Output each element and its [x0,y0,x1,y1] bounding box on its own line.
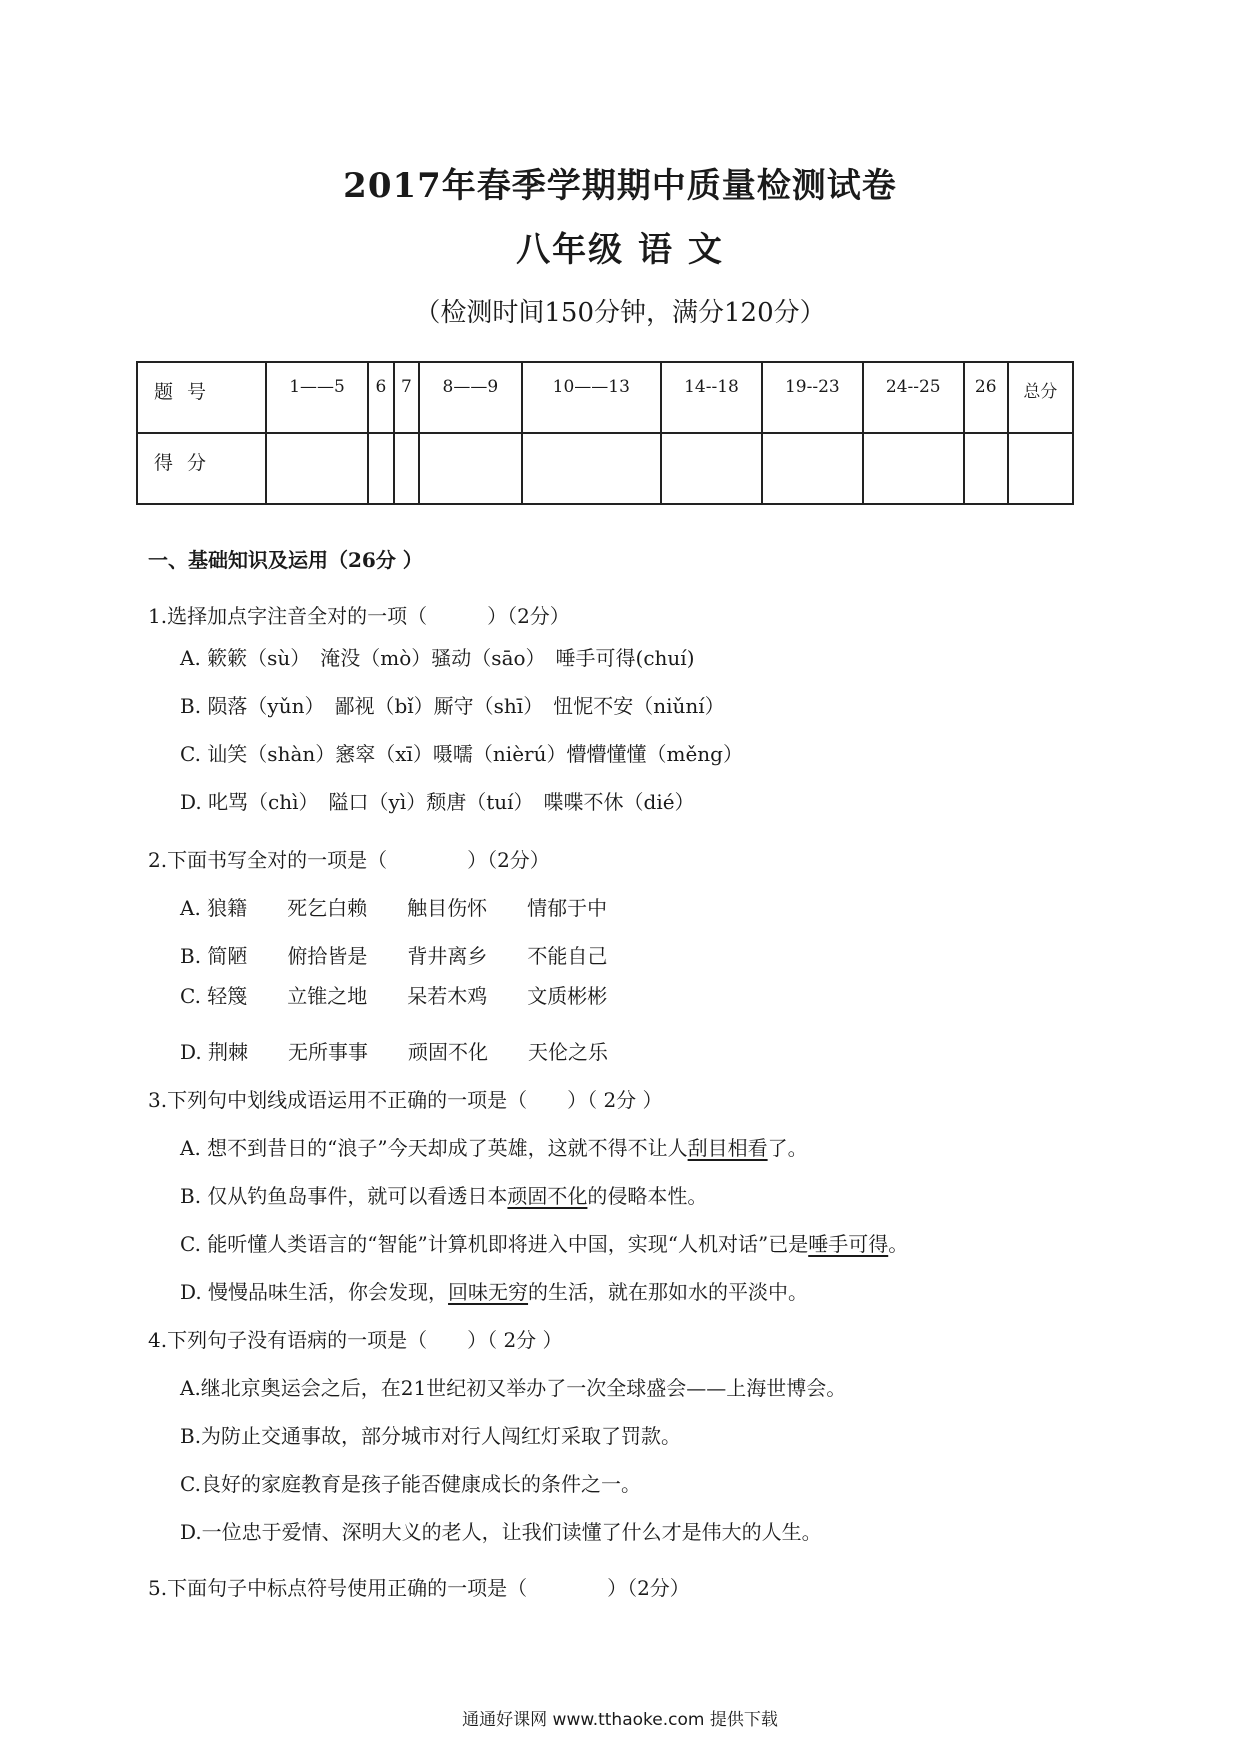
question-4-stem: 4.下列句子没有语病的一项是（ ）（ 2分 ） [148,1328,563,1352]
question-3-option-a [180,1132,808,1161]
score-cell[interactable] [522,433,662,504]
question-3-stem: 3.下列句中划线成语运用不正确的一项是（ ）（ 2分 ） [148,1088,663,1112]
col-header: 10——13 [522,362,662,433]
col-header: 19--23 [762,362,863,433]
option-text: 的侵略本性。 [587,1184,708,1208]
score-cell[interactable] [419,433,521,504]
col-header: 6 [368,362,393,433]
question-4-option-d: D.一位忠于爱情、深明大义的老人，让我们读懂了什么才是伟大的人生。 [180,1520,822,1544]
col-header: 24--25 [863,362,964,433]
underlined-idiom: 回味无穷 [448,1280,529,1304]
exam-info: （检测时间150分钟，满分120分） [414,298,826,328]
score-table [136,361,1074,505]
exam-title: 2017年春季学期期中质量检测试卷 [343,166,897,206]
score-cell[interactable] [661,433,762,504]
option-text: 。 [888,1232,909,1256]
score-cell[interactable] [368,433,393,504]
option-text: C. 能听懂人类语言的“智能”计算机即将进入中国，实现“人机对话”已是 [180,1232,809,1256]
question-1-option-c: C. 讪笑（shàn）窸窣（xī）嗫嚅（nièrú）懵懵懂懂（měng） [180,742,743,766]
question-4-option-a: A.继北京奥运会之后，在21世纪初又举办了一次全球盛会——上海世博会。 [180,1376,847,1400]
question-1-option-d: D. 叱骂（chì） 隘口（yì）颓唐（tuí） 喋喋不休（dié） [180,790,695,814]
score-table-score-row [137,433,1073,504]
question-1-stem: 1.选择加点字注音全对的一项（ ）（2分） [148,604,570,628]
col-header: 26 [964,362,1008,433]
question-1-option-a: A. 簌簌（sù） 淹没（mò）骚动（sāo） 唾手可得(chuí) [180,646,695,670]
underlined-idiom: 刮目相看 [687,1136,768,1160]
score-cell[interactable] [863,433,964,504]
option-text: A. 想不到昔日的“浪子”今天却成了英雄，这就不得不让人 [180,1136,688,1160]
option-text: 了。 [767,1136,808,1160]
col-header: 14--18 [661,362,762,433]
question-2-option-c: C. 轻篾 立锥之地 呆若木鸡 文质彬彬 [180,984,608,1008]
score-cell[interactable] [964,433,1008,504]
question-3-option-c [180,1228,908,1257]
col-header: 7 [394,362,419,433]
footer-download-note: 通通好课网 www.tthaoke.com 提供下载 [462,1710,778,1730]
question-4-option-c: C.良好的家庭教育是孩子能否健康成长的条件之一。 [180,1472,641,1496]
option-text: B. 仅从钓鱼岛事件，就可以看透日本 [180,1184,508,1208]
question-3-option-b [180,1180,707,1209]
underlined-idiom: 顽固不化 [507,1184,588,1208]
score-table-header-row [137,362,1073,433]
score-cell[interactable] [394,433,419,504]
col-header: 1——5 [266,362,368,433]
question-2-stem: 2.下面书写全对的一项是（ ）（2分） [148,848,550,872]
question-2-option-b: B. 简陋 俯拾皆是 背井离乡 不能自己 [180,944,608,968]
score-cell[interactable] [762,433,863,504]
question-2-option-d: D. 荆棘 无所事事 顽固不化 天伦之乐 [180,1040,609,1064]
question-2-option-a: A. 狼籍 死乞白赖 触目伤怀 情郁于中 [180,896,608,920]
score-cell[interactable] [266,433,368,504]
question-4-option-b: B.为防止交通事故，部分城市对行人闯红灯采取了罚款。 [180,1424,682,1448]
col-header: 8——9 [419,362,521,433]
section-heading: 一、基础知识及运用（26分 ） [148,548,423,572]
col-header-total: 总分 [1008,362,1073,433]
row-label-question-number: 题 号 [137,362,266,433]
underlined-idiom: 唾手可得 [808,1232,889,1256]
option-text: D. 慢慢品味生活，你会发现， [180,1280,449,1304]
question-3-option-d [180,1276,808,1305]
row-label-score: 得 分 [137,433,266,504]
score-cell-total[interactable] [1008,433,1073,504]
question-5-stem: 5.下面句子中标点符号使用正确的一项是（ ）（2分） [148,1576,690,1600]
exam-subtitle: 八年级 语 文 [516,230,724,270]
question-1-option-b: B. 陨落（yǔn） 鄙视（bǐ）厮守（shī） 忸怩不安（niǔní） [180,694,725,718]
option-text: 的生活，就在那如水的平淡中。 [528,1280,809,1304]
